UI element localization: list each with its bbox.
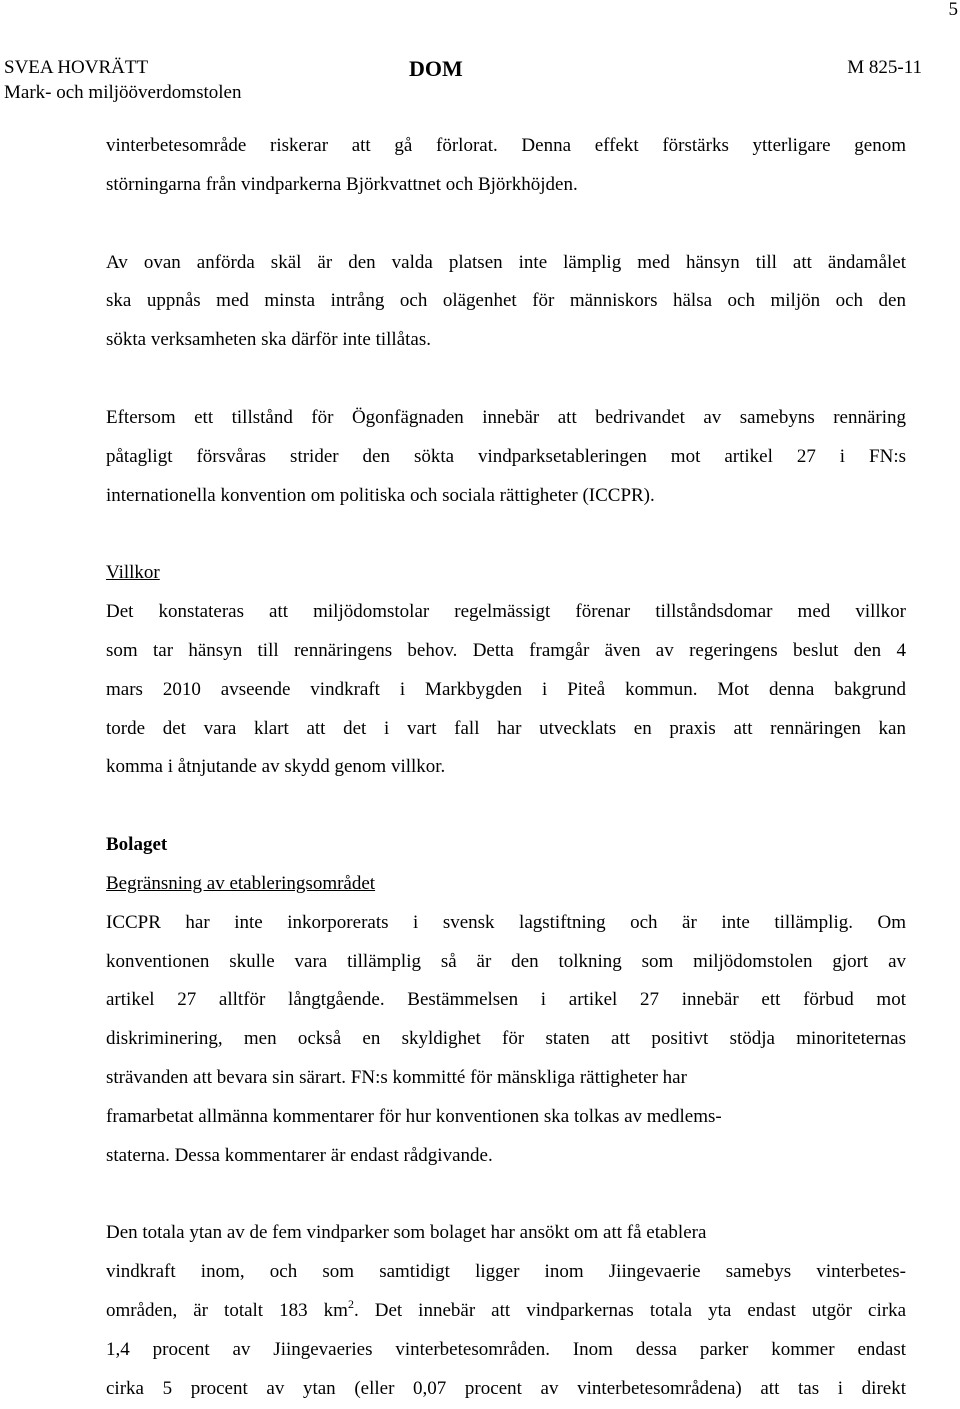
case-number: M 825-11 — [847, 57, 922, 78]
paragraph-line: störningarna från vindparkerna Björkvattnet och Björkhöjden. — [106, 173, 578, 195]
paragraph-line: Eftersom ett tillstånd för Ögonfägnaden innebär att bedrivandet av samebyns rennäring — [106, 406, 906, 428]
paragraph-2 — [106, 244, 906, 360]
paragraph-line: 1,4 procent av Jiingevaeries vinterbetesområden. Inom dessa parker kommer endast — [106, 1338, 906, 1360]
court-name-line2: Mark- och miljööverdomstolen — [4, 82, 242, 103]
paragraph-3 — [106, 399, 906, 515]
section-bolaget — [106, 826, 906, 1175]
section-heading-bolaget: Bolaget — [106, 834, 168, 856]
document-type: DOM — [409, 56, 463, 81]
paragraph-line: strävanden att bevara sin särart. FN:s kommitté för mänskliga rättigheter har — [106, 1066, 687, 1088]
paragraph-line: konventionen skulle vara tillämplig så är den tolkning som miljödomstolen gjort av — [106, 950, 906, 972]
superscript: 2 — [347, 1296, 354, 1311]
paragraph-line: mars 2010 avseende vindkraft i Markbygden i Piteå kommun. Mot denna bakgrund — [106, 678, 906, 700]
paragraph-line: artikel 27 alltför långtgående. Bestämmelsen i artikel 27 innebär ett förbud mot — [106, 989, 906, 1011]
paragraph-line: framarbetat allmänna kommentarer för hur konventionen ska tolkas av medlems- — [106, 1105, 722, 1127]
paragraph-line: som tar hänsyn till rennäringens behov. Detta framgår även av regeringens beslut den 4 — [106, 639, 906, 661]
document-body — [106, 127, 906, 1408]
paragraph-line: Det konstateras att miljödomstolar regelmässigt förenar tillståndsdomar med villkor — [106, 601, 906, 623]
paragraph-line: ICCPR har inte inkorporerats i svensk lagstiftning och är inte tillämplig. Om — [106, 911, 906, 933]
section-heading-villkor: Villkor — [106, 562, 160, 584]
paragraph-6 — [106, 1214, 906, 1408]
paragraph-line: Av ovan anförda skäl är den valda platsen inte lämplig med hänsyn till att ändamålet — [106, 251, 906, 273]
page-number: 5 — [948, 0, 958, 20]
section-villkor — [106, 554, 906, 787]
paragraph-line — [106, 1292, 906, 1331]
paragraph-line: internationella konvention om politiska och sociala rättigheter (ICCPR). — [106, 484, 655, 506]
paragraph-line: cirka 5 procent av ytan (eller 0,07 procent av vinterbetesområdena) att tas i direkt — [106, 1377, 906, 1399]
paragraph-line: diskriminering, men också en skyldighet för staten att positivt stödja minoriteternas — [106, 1028, 906, 1050]
subsection-heading-begransning: Begränsning av etableringsområdet — [106, 872, 376, 894]
paragraph-1 — [106, 127, 906, 205]
paragraph-line: sökta verksamheten ska därför inte tillåtas. — [106, 329, 432, 351]
paragraph-line: torde det vara klart att det i vart fall har utvecklats en praxis att rennäringen kan — [106, 717, 906, 739]
paragraph-line: ska uppnås med minsta intrång och olägenhet för människors hälsa och miljön och den — [106, 290, 906, 312]
paragraph-line: staterna. Dessa kommentarer är endast rådgivande. — [106, 1144, 493, 1166]
area-text-continued: . Det innebär att vindparkernas totala yta endast utgör cirka — [353, 1299, 907, 1321]
paragraph-line: Den totala ytan av de fem vindparker som bolaget har ansökt om att få etablera — [106, 1222, 707, 1244]
court-name-line1: SVEA HOVRÄTT — [4, 57, 149, 78]
paragraph-line: komma i åtnjutande av skydd genom villkor. — [106, 756, 446, 778]
document-header — [0, 55, 960, 109]
court-name — [4, 55, 241, 105]
paragraph-line: påtagligt försvåras strider den sökta vindparksetableringen mot artikel 27 i FN:s — [106, 445, 906, 467]
paragraph-line: vindkraft inom, och som samtidigt ligger inom Jiingevaerie samebys vinterbetes- — [106, 1261, 906, 1283]
paragraph-line: vinterbetesområde riskerar att gå förlorat. Denna effekt förstärks ytterligare genom — [106, 135, 906, 156]
area-text: områden, är totalt 183 km — [106, 1299, 348, 1321]
